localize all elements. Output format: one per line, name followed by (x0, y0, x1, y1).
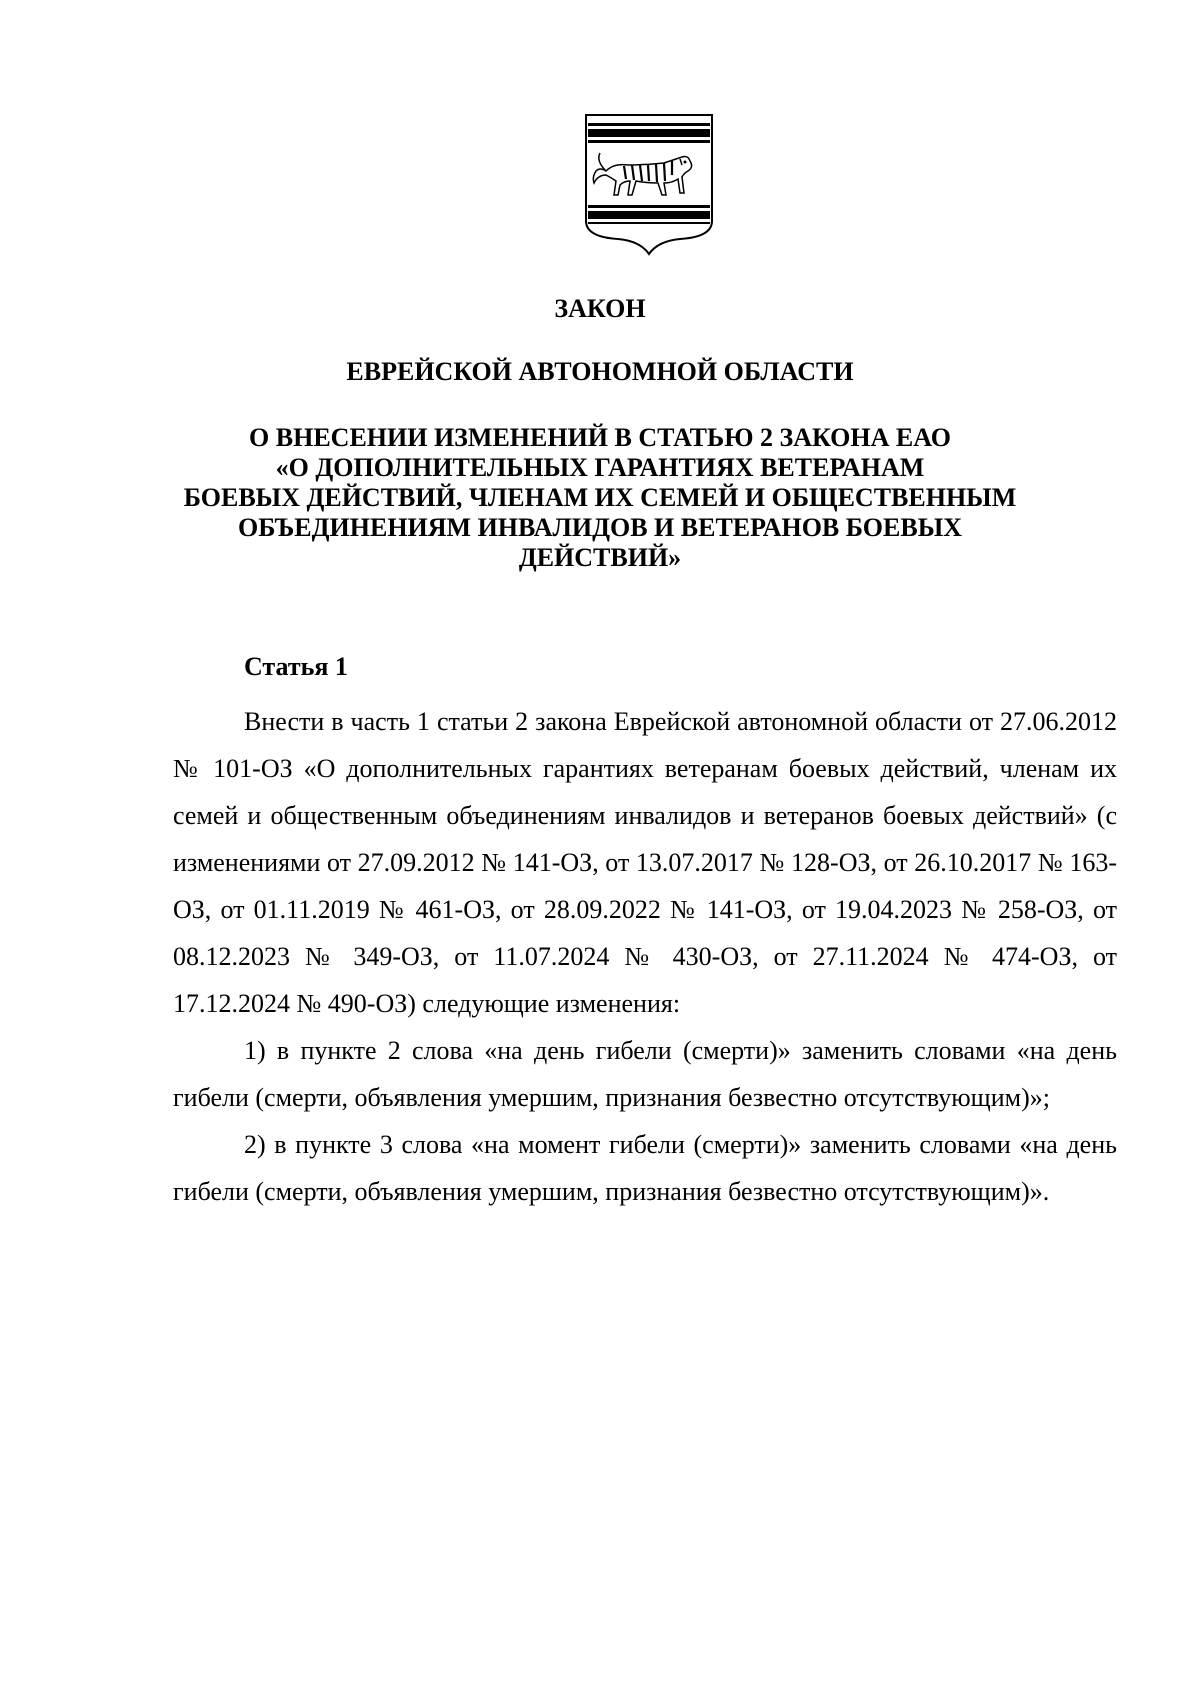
paragraph: Внести в часть 1 статьи 2 закона Еврейской автономной области от 27.06.2012 № 101-ОЗ «О дополнительных гарантиях ветеранам боевых действий, членам их семей и общественным объединениям инвалидов и ветеранов боевых действий» (с изменениями от 27.09.2012 № 141-ОЗ, от 13.07.2017 № 128-ОЗ, от 26.10.2017 № 163-ОЗ, от 01.11.2019 № 461-ОЗ, от 28.09.2022 № 141-ОЗ, от 19.04.2023 № 258-ОЗ, от 08.12.2023 № 349-ОЗ, от 11.07.2024 № 430-ОЗ, от 27.11.2024 № 474-ОЗ, от 17.12.2024 № 490-ОЗ) следующие изменения: (173, 707, 1117, 1018)
subject-line: О ВНЕСЕНИИ ИЗМЕНЕНИЙ В СТАТЬЮ 2 ЗАКОНА ЕАО (249, 423, 951, 452)
subject-line: БОЕВЫХ ДЕЙСТВИЙ, ЧЛЕНАМ ИХ СЕМЕЙ И ОБЩЕСТВЕННЫМ (183, 483, 1017, 512)
subject-line: «О ДОПОЛНИТЕЛЬНЫХ ГАРАНТИЯХ ВЕТЕРАНАМ (275, 453, 925, 482)
coat-of-arms (584, 113, 714, 256)
paragraph: 1) в пункте 2 слова «на день гибели (смерти)» заменить словами «на день гибели (смерти, объявления умершим, признания безвестно отсутствующим)»; (173, 1036, 1117, 1112)
article-heading: Статья 1 (244, 652, 348, 681)
coat-of-arms-tiger-icon (584, 113, 714, 256)
paragraph: 2) в пункте 3 слова «на момент гибели (смерти)» заменить словами «на день гибели (смерти, объявления умершим, признания безвестно отсутствующим)». (173, 1130, 1117, 1206)
law-subject-title (140, 423, 1060, 573)
article-body (173, 698, 1117, 1215)
region-title: ЕВРЕЙСКОЙ АВТОНОМНОЙ ОБЛАСТИ (346, 357, 854, 386)
document-type-title: ЗАКОН (554, 294, 646, 323)
subject-line: ОБЪЕДИНЕНИЯМ ИНВАЛИДОВ И ВЕТЕРАНОВ БОЕВЫХ (237, 513, 962, 542)
subject-line: ДЕЙСТВИЙ» (518, 543, 682, 572)
